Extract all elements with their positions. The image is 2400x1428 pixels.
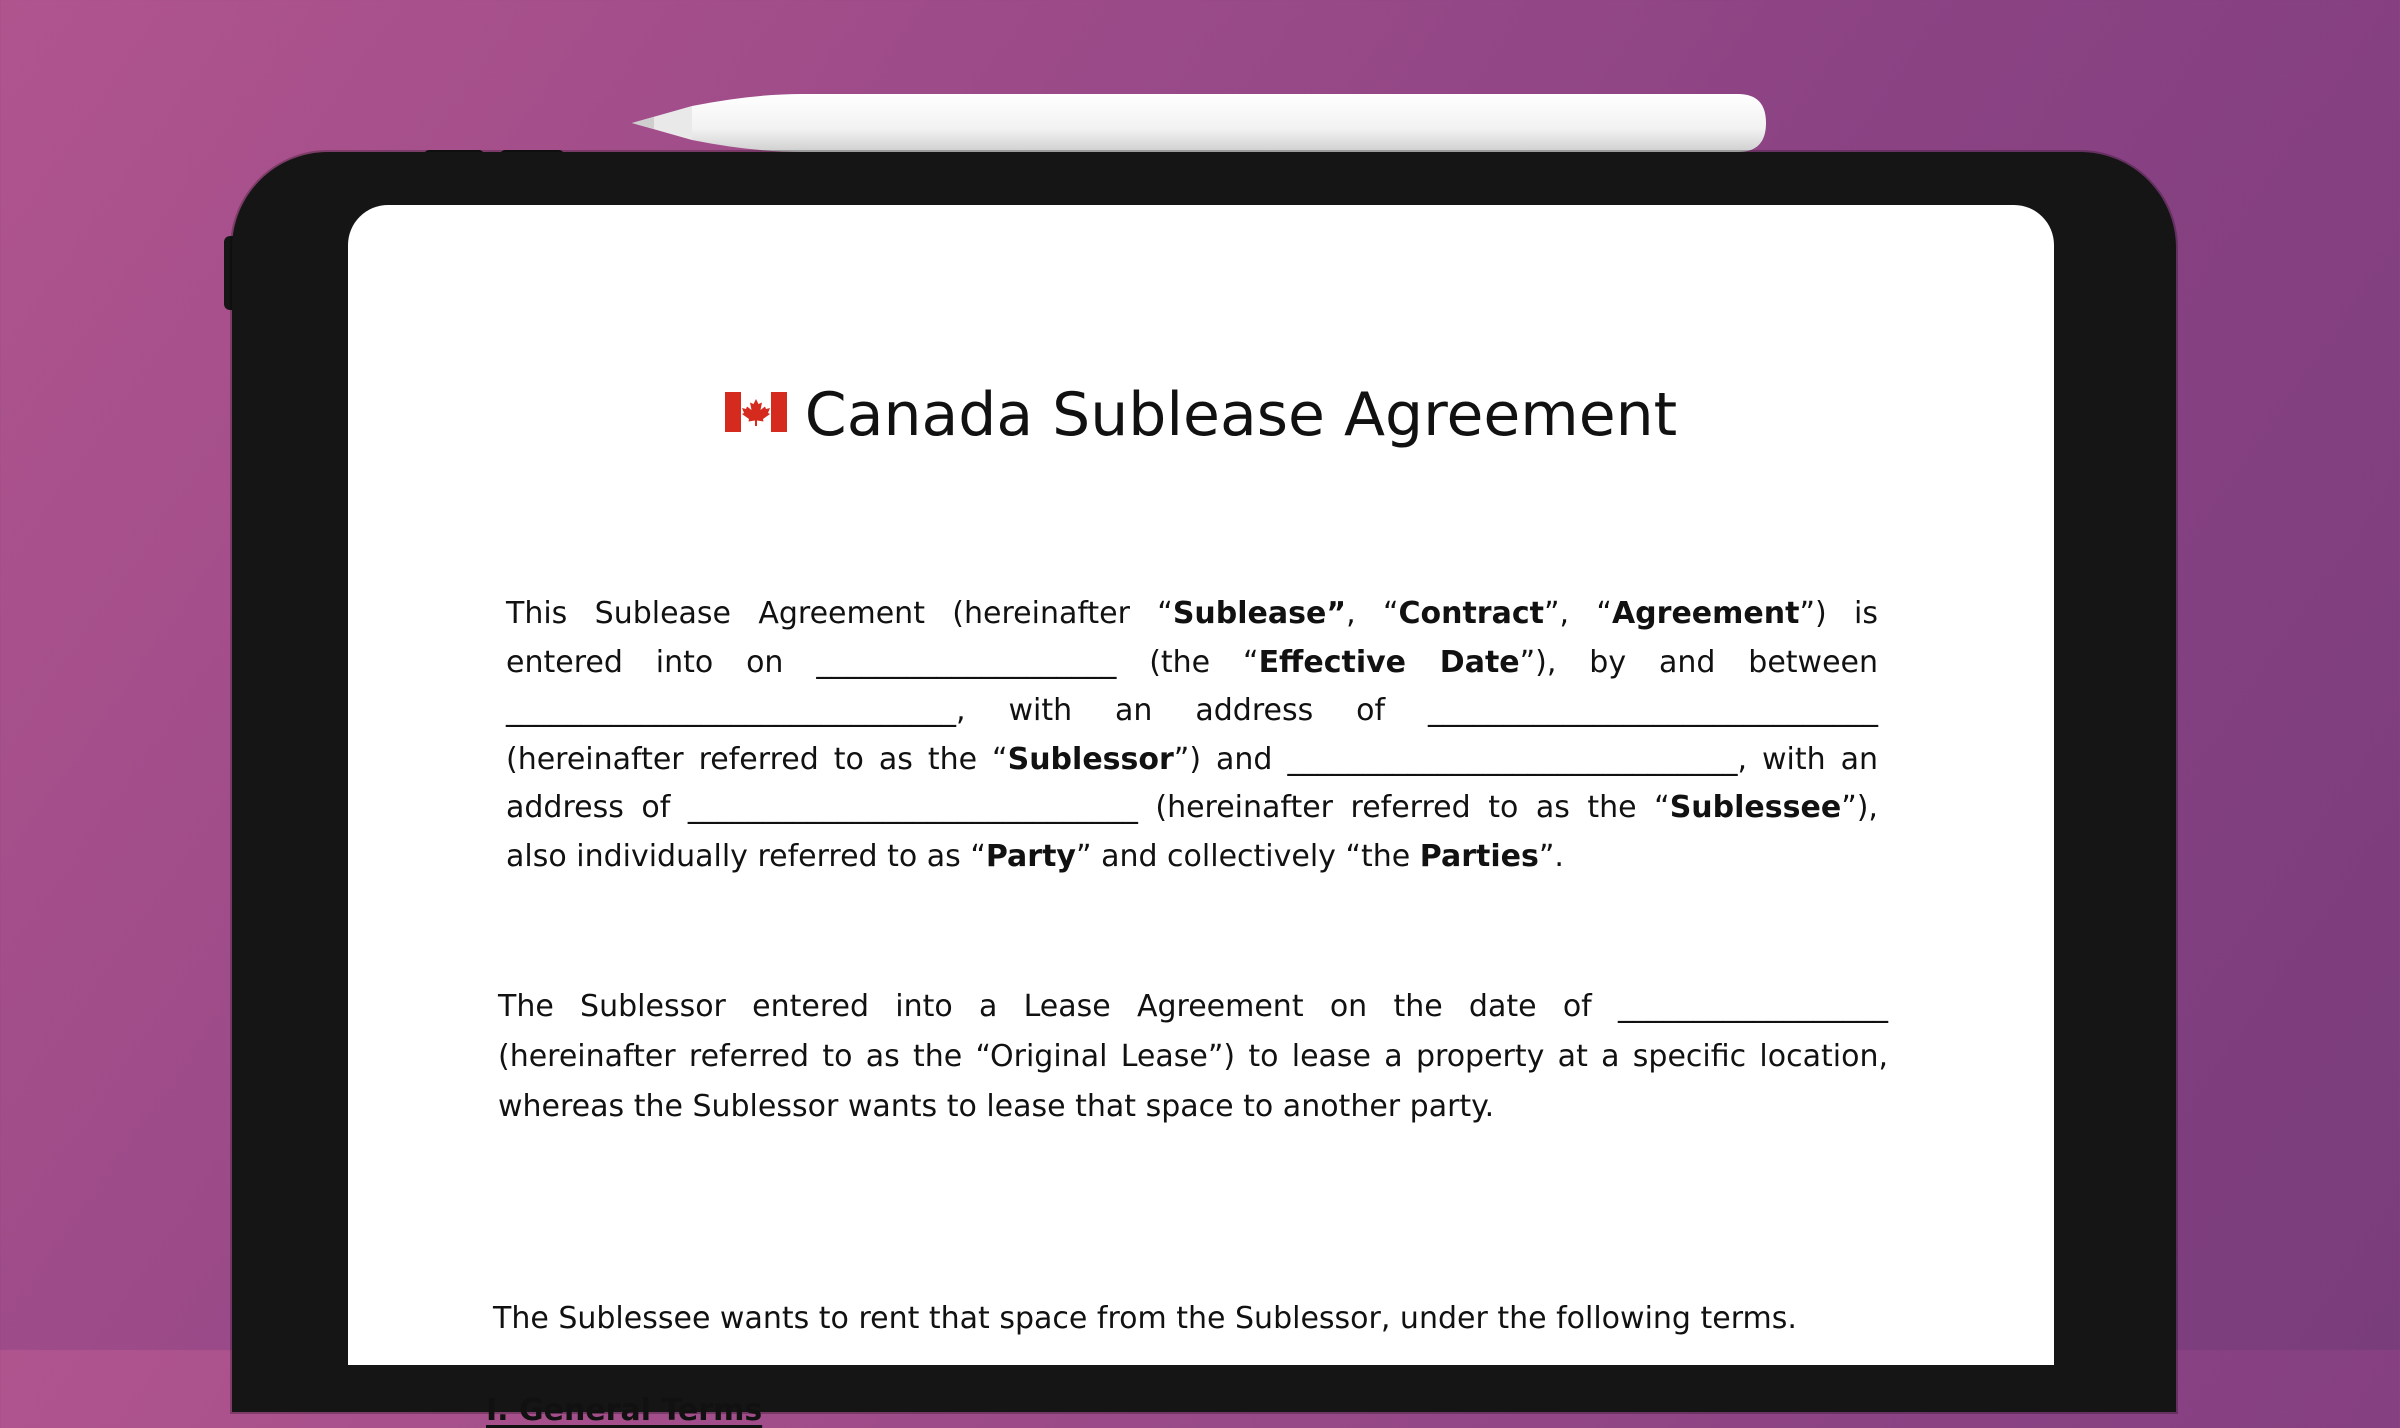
term-effective-date: Effective Date (1258, 644, 1520, 680)
term-sublessee: Sublessee (1669, 790, 1842, 825)
sublessor-name-blank[interactable]: ______________________________ (506, 693, 956, 728)
section-heading-general-terms: I. General Terms (486, 1393, 763, 1428)
lease-date-blank[interactable]: __________________ (1618, 989, 1888, 1024)
term-parties: Parties (1419, 838, 1539, 874)
sublessee-address-blank[interactable]: ______________________________ (687, 790, 1138, 825)
sublessor-address-blank[interactable]: ______________________________ (1428, 693, 1878, 728)
term-contract: Contract (1398, 596, 1544, 631)
term-agreement: Agreement (1611, 596, 1800, 631)
effective-date-blank[interactable]: ____________________ (816, 644, 1117, 680)
original-lease-paragraph: The Sublessor entered into a Lease Agreement on the date of __________________ (hereinafter referred to as the “Original Lease”) to lease a property at a specific location, whereas the Sublessor wants to lease that space to another party. (498, 989, 1888, 1124)
sublessee-intent-paragraph: The Sublessee wants to rent that space from the Sublessor, under the following terms. (493, 1301, 1797, 1336)
canada-flag-icon (725, 392, 787, 432)
document-page (348, 205, 2054, 1428)
term-party: Party (985, 838, 1076, 874)
stylus-pencil (632, 92, 1768, 154)
sublessee-name-blank[interactable]: ______________________________ (1287, 741, 1738, 777)
term-sublease: Sublease” (1172, 596, 1347, 631)
intro-paragraph: This Sublease Agreement (hereinafter “Sublease”, “Contract”, “Agreement”) is entered into on ____________________ (the “Effective Date”), by and between ______________________________, with an address of ______________________________ (hereinafter referred to as the “Sublessor”) and ______________________________, with an address of ______________________________ (hereinafter referred to as the “Sublessee”), also individually referred to as “Party” and collectively “the Parties”. (506, 596, 1879, 874)
term-sublessor: Sublessor (1007, 741, 1174, 777)
document-title (348, 380, 2054, 450)
document-title-text: Canada Sublease Agreement (804, 380, 1678, 450)
